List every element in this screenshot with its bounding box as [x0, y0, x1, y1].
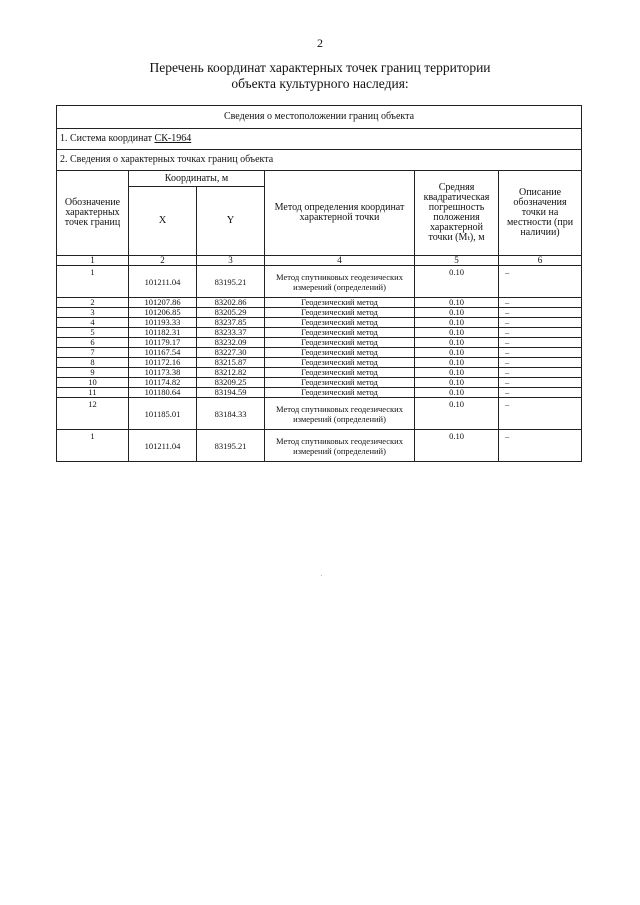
method-cell: Геодезический метод: [265, 358, 415, 368]
method-cell: Геодезический метод: [265, 298, 415, 308]
col-number: 4: [265, 256, 415, 266]
point-cell: 1: [57, 266, 129, 298]
y-cell: 83227.30: [197, 348, 265, 358]
accuracy-cell: 0.10: [415, 328, 499, 338]
coord-system-row: [57, 129, 582, 150]
x-cell: 101179.17: [129, 338, 197, 348]
accuracy-cell: 0.10: [415, 358, 499, 368]
header-accuracy: Средняя квадратическая погрешность положения характерной точки (Mₜ), м: [415, 171, 499, 256]
point-cell: 10: [57, 378, 129, 388]
y-cell: 83212.82: [197, 368, 265, 378]
coord-system-cell: [57, 129, 582, 150]
section-header: Сведения о местоположении границ объекта: [57, 106, 582, 129]
point-cell: 1: [57, 430, 129, 462]
table-row: [57, 328, 582, 338]
accuracy-cell: 0.10: [415, 338, 499, 348]
y-cell: 83195.21: [197, 266, 265, 298]
accuracy-cell: 0.10: [415, 266, 499, 298]
point-cell: 11: [57, 388, 129, 398]
table-row: [57, 358, 582, 368]
header-point: Обозначение характерных точек границ: [57, 171, 129, 256]
header-method: Метод определения координат характерной точки: [265, 171, 415, 256]
header-y: Y: [197, 187, 265, 256]
y-cell: 83237.85: [197, 318, 265, 328]
method-cell: Геодезический метод: [265, 318, 415, 328]
x-cell: 101207.86: [129, 298, 197, 308]
method-cell: Геодезический метод: [265, 348, 415, 358]
section-header-row: [57, 106, 582, 129]
x-cell: 101167.54: [129, 348, 197, 358]
x-cell: 101211.04: [129, 430, 197, 462]
method-cell: Метод спутниковых геодезических измерений (определений): [265, 430, 415, 462]
accuracy-cell: 0.10: [415, 308, 499, 318]
table-row: [57, 398, 582, 430]
col-number: 6: [499, 256, 582, 266]
header-row-1: [57, 171, 582, 187]
page-number: 2: [317, 36, 323, 50]
col-number: 5: [415, 256, 499, 266]
method-cell: Геодезический метод: [265, 388, 415, 398]
y-cell: 83215.87: [197, 358, 265, 368]
description-cell: –: [499, 318, 582, 328]
accuracy-cell: 0.10: [415, 398, 499, 430]
table-row: [57, 318, 582, 328]
table-row: [57, 368, 582, 378]
x-cell: 101206.85: [129, 308, 197, 318]
title-line-2: объекта культурного наследия:: [231, 76, 409, 91]
description-cell: –: [499, 266, 582, 298]
table-row: [57, 348, 582, 358]
x-cell: 101172.16: [129, 358, 197, 368]
description-cell: –: [499, 368, 582, 378]
x-cell: 101211.04: [129, 266, 197, 298]
table-row: [57, 378, 582, 388]
accuracy-cell: 0.10: [415, 348, 499, 358]
table-row: [57, 308, 582, 318]
point-cell: 6: [57, 338, 129, 348]
method-cell: Геодезический метод: [265, 308, 415, 318]
boundary-coordinates-table: [56, 105, 582, 462]
point-cell: 8: [57, 358, 129, 368]
description-cell: –: [499, 348, 582, 358]
description-cell: –: [499, 298, 582, 308]
header-description: Описание обозначения точки на местности (при наличии): [499, 171, 582, 256]
header-x: X: [129, 187, 197, 256]
x-cell: 101174.82: [129, 378, 197, 388]
point-cell: 2: [57, 298, 129, 308]
col-number: 2: [129, 256, 197, 266]
y-cell: 83184.33: [197, 398, 265, 430]
description-cell: –: [499, 388, 582, 398]
y-cell: 83202.86: [197, 298, 265, 308]
point-cell: 12: [57, 398, 129, 430]
accuracy-cell: 0.10: [415, 318, 499, 328]
scan-artifact: [321, 575, 322, 576]
table-row: [57, 430, 582, 462]
column-numbers-row: [57, 256, 582, 266]
table-row: [57, 298, 582, 308]
point-cell: 9: [57, 368, 129, 378]
method-cell: Геодезический метод: [265, 368, 415, 378]
col-number: 1: [57, 256, 129, 266]
coord-system-prefix: 1. Система координат: [60, 133, 155, 144]
title-line-1: Перечень координат характерных точек границ территории: [149, 60, 491, 75]
points-info: 2. Сведения о характерных точках границ объекта: [57, 150, 582, 171]
description-cell: –: [499, 328, 582, 338]
point-cell: 4: [57, 318, 129, 328]
x-cell: 101182.31: [129, 328, 197, 338]
accuracy-cell: 0.10: [415, 368, 499, 378]
method-cell: Геодезический метод: [265, 338, 415, 348]
x-cell: 101173.38: [129, 368, 197, 378]
description-cell: –: [499, 308, 582, 318]
y-cell: 83194.59: [197, 388, 265, 398]
points-info-row: [57, 150, 582, 171]
description-cell: –: [499, 338, 582, 348]
coord-system-name: СК-1964: [154, 133, 192, 144]
accuracy-cell: 0.10: [415, 430, 499, 462]
table-row: [57, 266, 582, 298]
x-cell: 101193.33: [129, 318, 197, 328]
y-cell: 83233.37: [197, 328, 265, 338]
method-cell: Метод спутниковых геодезических измерений (определений): [265, 398, 415, 430]
table-row: [57, 388, 582, 398]
description-cell: –: [499, 430, 582, 462]
point-cell: 5: [57, 328, 129, 338]
document-title: [0, 60, 640, 92]
method-cell: Метод спутниковых геодезических измерений (определений): [265, 266, 415, 298]
description-cell: –: [499, 378, 582, 388]
header-coordinates: Координаты, м: [129, 171, 265, 187]
description-cell: –: [499, 358, 582, 368]
y-cell: 83205.29: [197, 308, 265, 318]
table-row: [57, 338, 582, 348]
point-cell: 7: [57, 348, 129, 358]
method-cell: Геодезический метод: [265, 378, 415, 388]
x-cell: 101185.01: [129, 398, 197, 430]
accuracy-cell: 0.10: [415, 298, 499, 308]
description-cell: –: [499, 398, 582, 430]
point-cell: 3: [57, 308, 129, 318]
y-cell: 83232.09: [197, 338, 265, 348]
accuracy-cell: 0.10: [415, 378, 499, 388]
method-cell: Геодезический метод: [265, 328, 415, 338]
x-cell: 101180.64: [129, 388, 197, 398]
y-cell: 83209.25: [197, 378, 265, 388]
y-cell: 83195.21: [197, 430, 265, 462]
col-number: 3: [197, 256, 265, 266]
accuracy-cell: 0.10: [415, 388, 499, 398]
